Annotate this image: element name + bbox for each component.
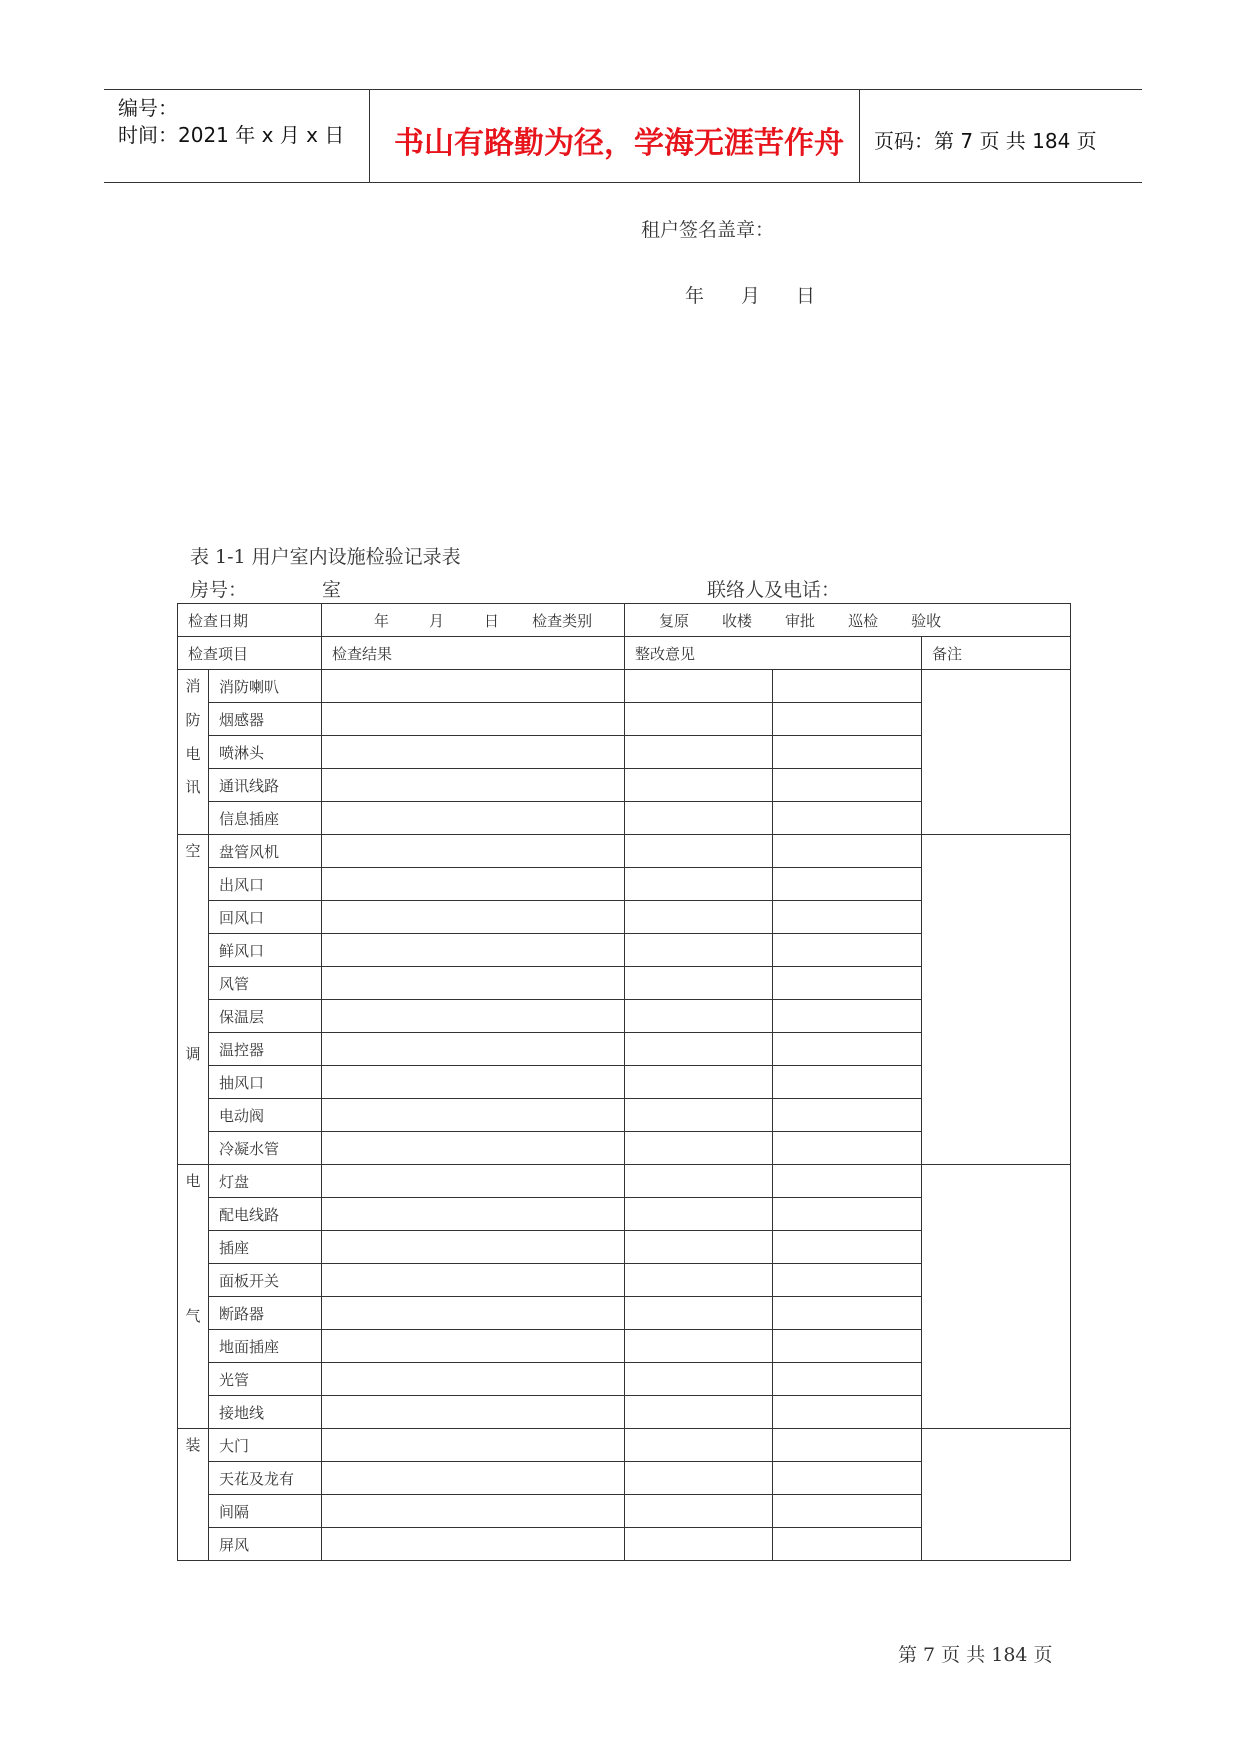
header-top-rule [104,89,1142,90]
rectification-cell-a[interactable] [625,1198,773,1231]
rectification-cell-b[interactable] [773,1066,922,1099]
document-number-label: 编号： [118,96,178,120]
result-cell[interactable] [322,901,625,934]
result-cell[interactable] [322,1165,625,1198]
inspection-date-cell[interactable] [322,604,625,637]
header-motto: 书山有路勤为径，学海无涯苦作舟 [394,126,844,161]
category-char [178,1233,208,1267]
rectification-cell-a[interactable] [625,736,773,769]
check-item-name: 面板开关 [209,1264,322,1297]
signature-date-month: 月 [741,285,761,307]
rectification-cell-b[interactable] [773,1462,922,1495]
rectification-cell-b[interactable] [773,1495,922,1528]
rectification-cell-b[interactable] [773,1528,922,1561]
result-cell[interactable] [322,1462,625,1495]
check-item-name: 保温层 [209,1000,322,1033]
category-char: 讯 [185,778,201,797]
category-char: 装 [185,1436,201,1454]
rectification-cell-a[interactable] [625,868,773,901]
result-cell[interactable] [322,703,625,736]
remark-cell[interactable] [922,670,1071,835]
inspection-date-row [178,604,1071,637]
rectification-cell-b[interactable] [773,1231,922,1264]
type-option-patrol[interactable]: 巡检 [848,611,879,630]
rectification-cell-b[interactable] [773,802,922,835]
type-option-restore[interactable]: 复原 [659,611,690,630]
header-check-item: 检查项目 [178,637,322,670]
result-cell[interactable] [322,1099,625,1132]
rectification-cell-a[interactable] [625,1495,773,1528]
result-cell[interactable] [322,1330,625,1363]
rectification-cell-b[interactable] [773,835,922,868]
check-item-name: 屏风 [209,1528,322,1561]
rectification-cell-b[interactable] [773,967,922,1000]
category-char: 电 [185,1172,201,1190]
check-item-name: 配电线路 [209,1198,322,1231]
date-day-label: 日 [484,611,500,630]
remark-cell[interactable] [922,1165,1071,1429]
result-cell[interactable] [322,1198,625,1231]
result-cell[interactable] [322,934,625,967]
rectification-cell-b[interactable] [773,1132,922,1165]
inspection-type-label: 检查类别 [532,611,593,630]
result-cell[interactable] [322,1231,625,1264]
check-item-name: 风管 [209,967,322,1000]
header-check-result: 检查结果 [322,637,625,670]
rectification-cell-b[interactable] [773,934,922,967]
category-char: 电 [185,744,201,763]
rectification-cell-b[interactable] [773,1099,922,1132]
room-suffix: 室 [322,579,342,601]
table-row [178,1429,1071,1462]
rectification-cell-a[interactable] [625,967,773,1000]
rectification-cell-a[interactable] [625,1231,773,1264]
rectification-cell-b[interactable] [773,1297,922,1330]
inspection-record-table [177,603,1071,1561]
check-item-name: 喷淋头 [209,736,322,769]
result-cell[interactable] [322,1429,625,1462]
result-cell[interactable] [322,1132,625,1165]
header-rectification: 整改意见 [625,637,922,670]
result-cell[interactable] [322,1396,625,1429]
category-char: 调 [185,1044,201,1063]
category-char: 气 [185,1307,201,1326]
result-cell[interactable] [322,769,625,802]
check-item-name: 温控器 [209,1033,322,1066]
category-label-cell [178,670,209,835]
rectification-cell-a[interactable] [625,1528,773,1561]
rectification-cell-a[interactable] [625,934,773,967]
category-label-cell [178,1165,209,1429]
rectification-cell-a[interactable] [625,802,773,835]
category-char: 防 [185,710,201,729]
document-time: 时间：2021 年 x 月 x 日 [118,123,345,147]
signature-date-day: 日 [796,285,816,307]
contact-label: 联络人及电话： [707,579,841,601]
category-char [178,869,208,903]
result-cell[interactable] [322,736,625,769]
rectification-cell-b[interactable] [773,1330,922,1363]
table-row [178,670,1071,703]
category-char: 空 [185,842,201,860]
check-item-name: 通讯线路 [209,769,322,802]
rectification-cell-b[interactable] [773,1429,922,1462]
header-remark: 备注 [922,637,1071,670]
rectification-cell-b[interactable] [773,901,922,934]
category-char [178,903,208,937]
rectification-cell-b[interactable] [773,736,922,769]
date-year-label: 年 [374,611,390,630]
result-cell[interactable] [322,967,625,1000]
table-row [178,1165,1071,1198]
rectification-cell-b[interactable] [773,1033,922,1066]
rectification-cell-b[interactable] [773,868,922,901]
table-caption: 表 1-1 用户室内设施检验记录表 [190,546,461,568]
check-item-name: 鲜风口 [209,934,322,967]
footer-page-number: 第 7 页 共 184 页 [898,1644,1053,1666]
result-cell[interactable] [322,1066,625,1099]
check-item-name: 消防喇叭 [209,670,322,703]
header-page-number: 页码：第 7 页 共 184 页 [874,129,1097,153]
result-cell[interactable] [322,670,625,703]
rectification-cell-b[interactable] [773,670,922,703]
check-item-name: 地面插座 [209,1330,322,1363]
rectification-cell-b[interactable] [773,1396,922,1429]
rectification-cell-a[interactable] [625,1297,773,1330]
type-option-handover[interactable]: 收楼 [722,611,753,630]
type-option-approval[interactable]: 审批 [785,611,816,630]
check-item-name: 电动阀 [209,1099,322,1132]
inspection-date-label: 检查日期 [178,604,322,637]
category-char [178,1266,208,1300]
result-cell[interactable] [322,802,625,835]
rectification-cell-a[interactable] [625,1264,773,1297]
category-char [178,1004,208,1038]
check-item-name: 盘管风机 [209,835,322,868]
result-cell[interactable] [322,1000,625,1033]
rectification-cell-b[interactable] [773,703,922,736]
rectification-cell-a[interactable] [625,769,773,802]
rectification-cell-a[interactable] [625,703,773,736]
category-char [178,1199,208,1233]
rectification-cell-b[interactable] [773,1264,922,1297]
check-item-name: 回风口 [209,901,322,934]
header-divider-left [369,90,370,183]
result-cell[interactable] [322,1363,625,1396]
rectification-cell-a[interactable] [625,1363,773,1396]
type-option-acceptance[interactable]: 验收 [911,611,942,630]
check-item-name: 信息插座 [209,802,322,835]
rectification-cell-a[interactable] [625,1033,773,1066]
check-item-name: 抽风口 [209,1066,322,1099]
rectification-cell-a[interactable] [625,1396,773,1429]
category-label-cell [178,835,209,1165]
rectification-cell-a[interactable] [625,1330,773,1363]
result-cell[interactable] [322,1495,625,1528]
rectification-cell-a[interactable] [625,1000,773,1033]
result-cell[interactable] [322,868,625,901]
rectification-cell-b[interactable] [773,769,922,802]
check-item-name: 接地线 [209,1396,322,1429]
check-item-name: 大门 [209,1429,322,1462]
category-char [178,970,208,1004]
header-divider-right [859,90,860,183]
rectification-cell-a[interactable] [625,835,773,868]
check-item-name: 冷凝水管 [209,1132,322,1165]
result-cell[interactable] [322,1264,625,1297]
rectification-cell-b[interactable] [773,1363,922,1396]
remark-cell[interactable] [922,835,1071,1165]
category-char [178,936,208,970]
check-item-name: 灯盘 [209,1165,322,1198]
result-cell[interactable] [322,1033,625,1066]
rectification-cell-a[interactable] [625,1462,773,1495]
check-item-name: 插座 [209,1231,322,1264]
inspection-type-options[interactable] [625,604,1071,637]
rectification-cell-a[interactable] [625,1066,773,1099]
check-item-name: 断路器 [209,1297,322,1330]
category-char: 消 [185,677,201,695]
remark-cell[interactable] [922,1429,1071,1561]
date-month-label: 月 [429,611,445,630]
rectification-cell-a[interactable] [625,1099,773,1132]
rectification-cell-b[interactable] [773,1000,922,1033]
check-item-name: 光管 [209,1363,322,1396]
result-cell[interactable] [322,1297,625,1330]
rectification-cell-a[interactable] [625,1165,773,1198]
check-item-name: 天花及龙有 [209,1462,322,1495]
column-header-row [178,637,1071,670]
category-label-cell [178,1429,209,1561]
rectification-cell-a[interactable] [625,1132,773,1165]
header-bottom-rule [104,182,1142,183]
rectification-cell-a[interactable] [625,901,773,934]
check-item-name: 间隔 [209,1495,322,1528]
check-item-name: 烟感器 [209,703,322,736]
check-item-name: 出风口 [209,868,322,901]
tenant-signature-label: 租户签名盖章： [641,219,775,241]
rectification-cell-a[interactable] [625,670,773,703]
room-number-label: 房号： [190,579,248,601]
rectification-cell-a[interactable] [625,1429,773,1462]
result-cell[interactable] [322,835,625,868]
signature-date-year: 年 [685,285,705,307]
rectification-cell-b[interactable] [773,1165,922,1198]
rectification-cell-b[interactable] [773,1198,922,1231]
result-cell[interactable] [322,1528,625,1561]
table-row [178,835,1071,868]
